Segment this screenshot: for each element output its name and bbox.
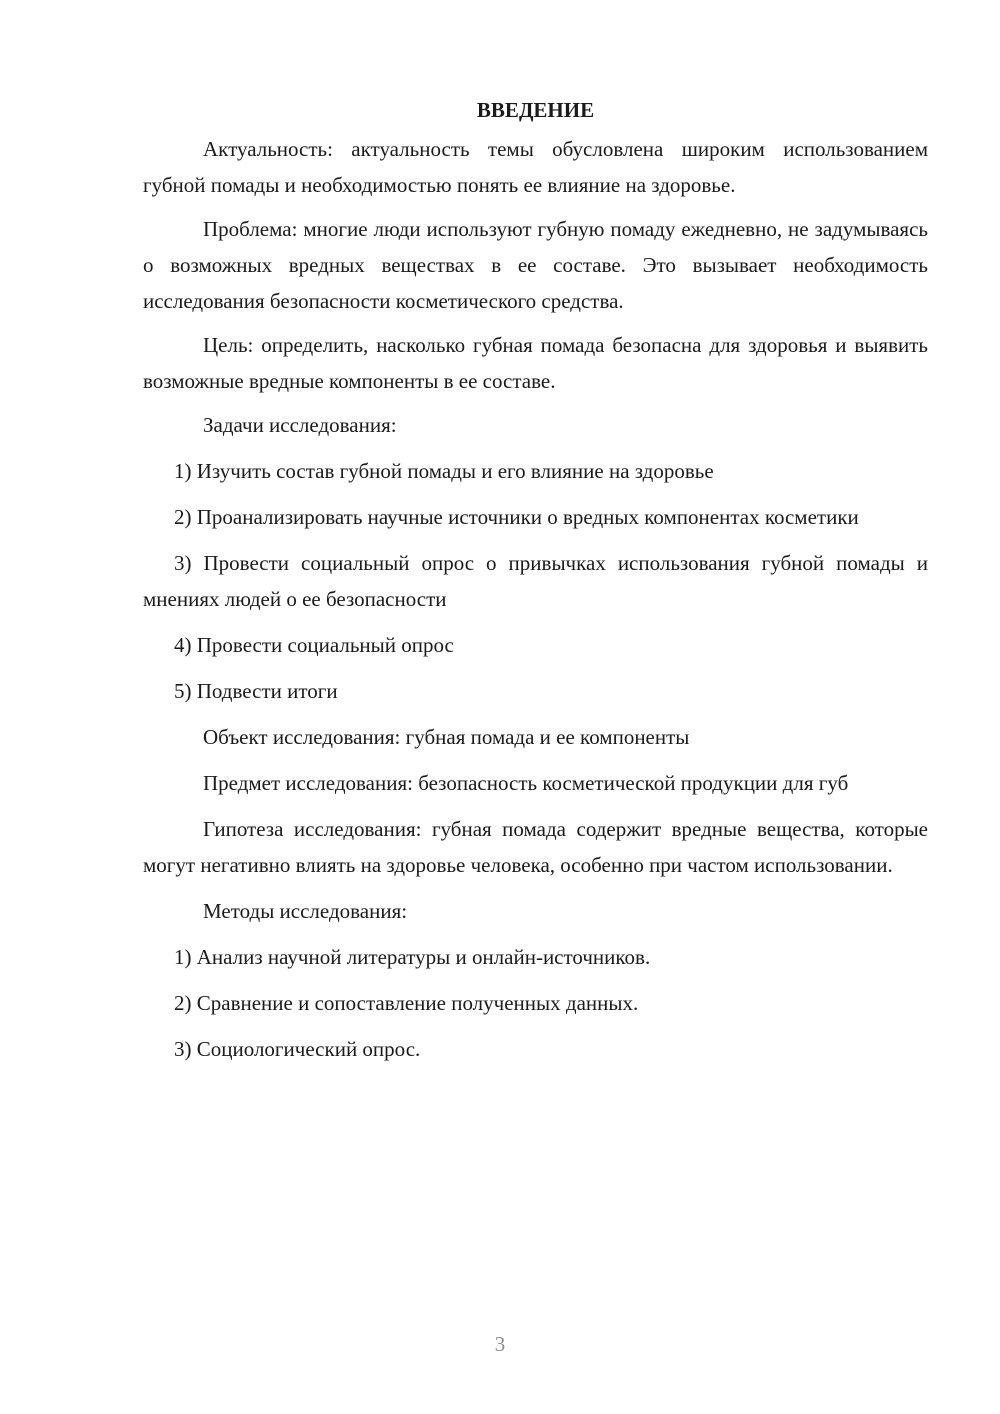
task-item: 5) Подвести итоги	[174, 679, 338, 703]
object-paragraph: Объект исследования: губная помада и ее компоненты	[203, 725, 690, 749]
method-item: 1) Анализ научной литературы и онлайн-источников.	[174, 945, 651, 969]
task-item: 3) Провести социальный опрос о привычках использования губной помады и мнениях людей о ее безопасности	[143, 551, 928, 611]
hypothesis-paragraph: Гипотеза исследования: губная помада содержит вредные вещества, которые могут негативно влиять на здоровье человека, особенно при частом использовании.	[143, 817, 928, 877]
subject-paragraph: Предмет исследования: безопасность косметической продукции для губ	[203, 771, 849, 795]
relevance-paragraph: Актуальность: актуальность темы обусловлена широким использованием губной помады и необходимостью понять ее влияние на здоровье.	[143, 137, 928, 197]
tasks-heading: Задачи исследования:	[203, 413, 397, 437]
section-title: ВВЕДЕНИЕ	[476, 98, 595, 122]
task-item: 4) Провести социальный опрос	[174, 633, 454, 657]
method-item: 2) Сравнение и сопоставление полученных данных.	[174, 991, 639, 1015]
methods-heading: Методы исследования:	[203, 899, 408, 923]
page-number: 3	[494, 1332, 506, 1356]
problem-paragraph: Проблема: многие люди используют губную помаду ежедневно, не задумываясь о возможных вредных веществах в ее составе. Это вызывает необходимость исследования безопасности косметического средства.	[143, 217, 928, 313]
goal-paragraph: Цель: определить, насколько губная помада безопасна для здоровья и выявить возможные вредные компоненты в ее составе.	[143, 333, 928, 393]
task-item: 1) Изучить состав губной помады и его влияние на здоровье	[174, 459, 714, 483]
document-page	[143, 92, 928, 1067]
task-item: 2) Проанализировать научные источники о вредных компонентах косметики	[174, 505, 859, 529]
method-item: 3) Социологический опрос.	[174, 1037, 421, 1061]
